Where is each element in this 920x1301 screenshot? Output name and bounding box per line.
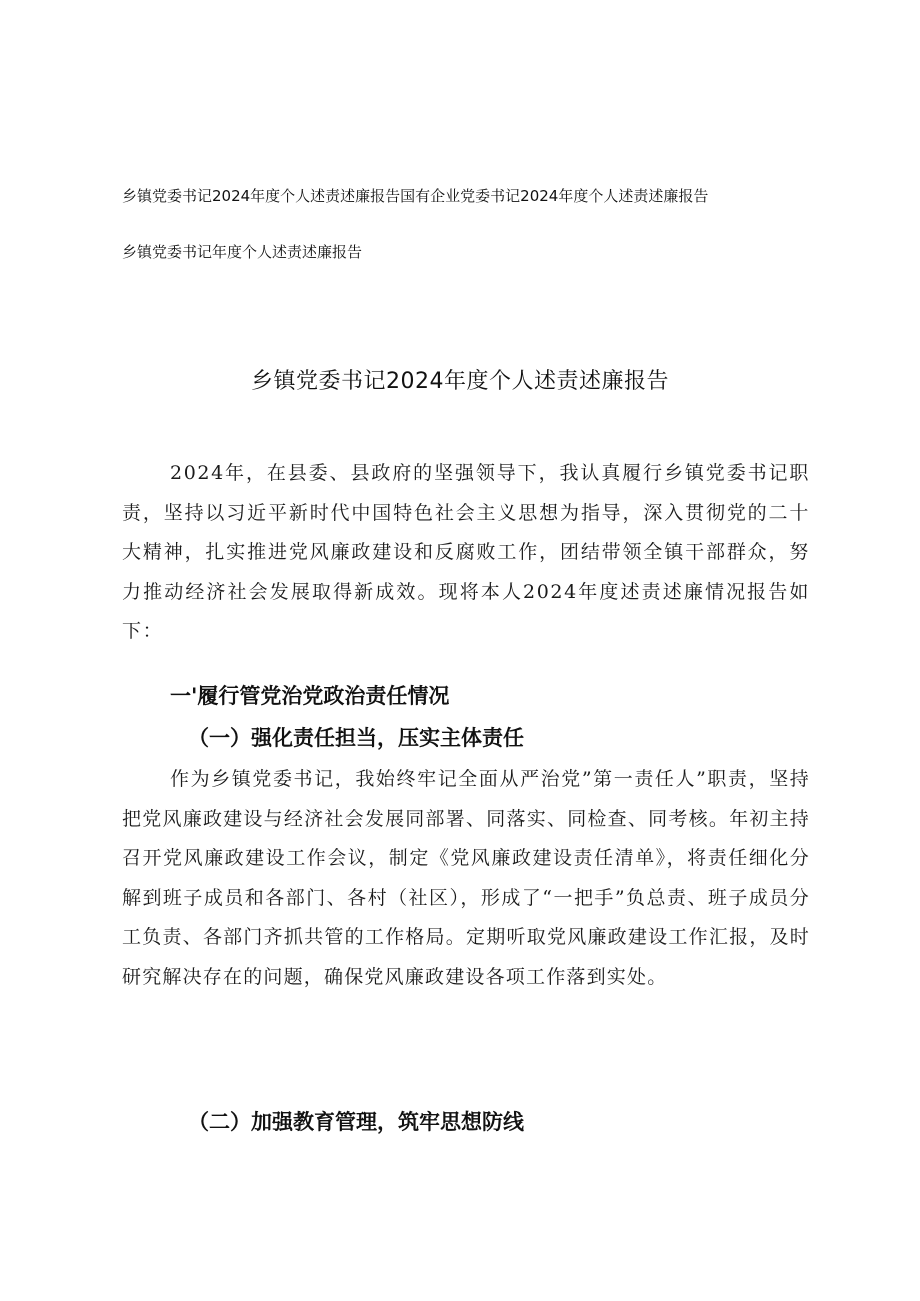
section-1-heading: 一'履行管党治党政治责任情况 xyxy=(170,684,450,708)
subsection-2-heading: （二）加强教育管理，筑牢思想防线 xyxy=(188,1110,524,1134)
document-title: 乡镇党委书记2024年度个人述责述廉报告 xyxy=(251,369,669,394)
intro-paragraph: 2024年，在县委、县政府的坚强领导下，我认真履行乡镇党委书记职责，坚持以习近平新时代中国特色社会主义思想为指导，深入贯彻党的二十大精神，扎实推进党风廉政建设和反腐败工作，团结带领全镇干部群众，努力推动经济社会发展取得新成效。现将本人2024年度述责述廉情况报告如下： xyxy=(122,462,810,642)
subsection-1-paragraph: 作为乡镇党委书记，我始终牢记全面从严治党”第一责任人”职责，坚持把党风廉政建设与经济社会发展同部署、同落实、同检查、同考核。年初主持召开党风廉政建设工作会议，制定《党风廉政建设责任清单》，将责任细化分解到班子成员和各部门、各村（社区），形成了“一把手”负总责、班子成员分工负责、各部门齐抓共管的工作格局。定期听取党风廉政建设工作汇报，及时研究解决存在的问题，确保党风廉政建设各项工作落到实处。 xyxy=(122,768,810,988)
toc-line-1: 乡镇党委书记2024年度个人述责述廉报告国有企业党委书记2024年度个人述责述廉报告 xyxy=(122,187,709,205)
subsection-1-heading: （一）强化责任担当，压实主体责任 xyxy=(188,726,524,750)
toc-line-2: 乡镇党委书记年度个人述责述廉报告 xyxy=(122,243,363,261)
